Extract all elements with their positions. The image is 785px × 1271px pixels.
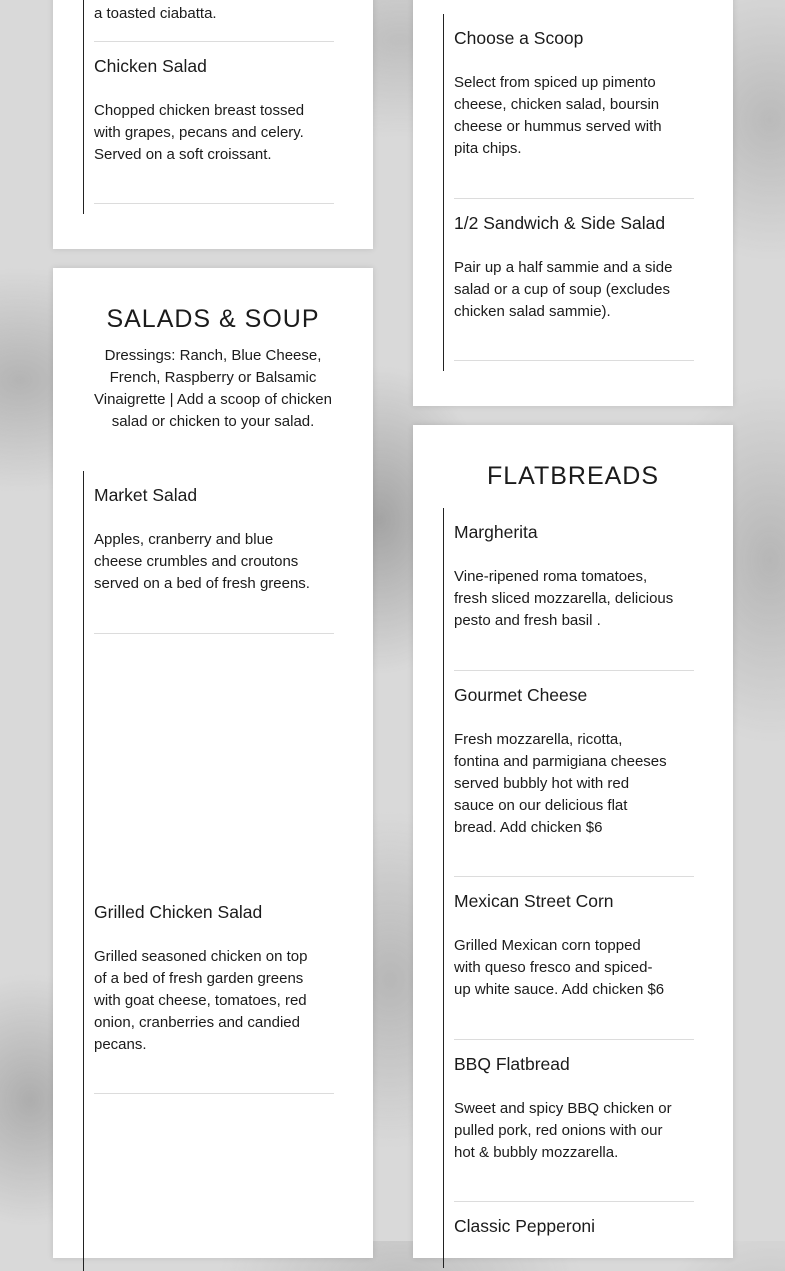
menu-item-margherita [454, 521, 694, 632]
item-name: BBQ Flatbread [454, 1054, 570, 1074]
item-divider [454, 198, 694, 199]
item-divider [94, 633, 334, 634]
menu-item-classic-pepperoni [454, 1215, 694, 1237]
item-divider [454, 876, 694, 877]
item-name: Mexican Street Corn [454, 891, 614, 911]
item-name: Market Salad [94, 485, 198, 505]
menu-items-rule [83, 471, 84, 1271]
menu-item-half-sandwich [454, 212, 694, 323]
menu-item-grilled-chicken-salad [94, 901, 334, 1056]
menu-card-salads-soup [53, 268, 373, 1258]
item-name: Grilled Chicken Salad [94, 902, 263, 922]
item-name: Gourmet Cheese [454, 685, 588, 705]
menu-card-flatbreads [413, 425, 733, 1258]
item-divider [454, 1039, 694, 1040]
menu-item-chicken-salad [94, 55, 334, 166]
menu-card-sandwiches [53, 0, 373, 249]
menu-card-scoops [413, 0, 733, 406]
item-description: Vine-ripened roma tomatoes, fresh sliced mozzarella, delicious pesto and fresh basil . [454, 568, 674, 629]
menu-items-rule [443, 508, 444, 1268]
item-description-partial: a toasted ciabatta. [94, 5, 217, 22]
item-description: Fresh mozzarella, ricotta, fontina and parmigiana cheeses served bubbly hot with red sauce on our delicious flat bread. Add chicken $6 [454, 731, 667, 836]
item-divider [454, 360, 694, 361]
menu-items-rule [83, 0, 84, 214]
item-name: Chicken Salad [94, 56, 207, 76]
item-description: Sweet and spicy BBQ chicken or pulled pork, red onions with our hot & bubbly mozzarella. [454, 1100, 672, 1161]
section-title: SALADS & SOUP [106, 305, 320, 333]
item-divider [94, 41, 334, 42]
menu-item-bbq-flatbread [454, 1053, 694, 1164]
item-name: Choose a Scoop [454, 28, 584, 48]
item-divider [94, 1093, 334, 1094]
menu-item-choose-a-scoop [454, 27, 694, 160]
item-description: Chopped chicken breast tossed with grapes, pecans and celery. Served on a soft croissant. [94, 102, 305, 163]
item-divider [454, 1201, 694, 1202]
item-description: Apples, cranberry and blue cheese crumbles and croutons served on a bed of fresh greens. [94, 531, 310, 592]
item-divider [94, 203, 334, 204]
item-name: 1/2 Sandwich & Side Salad [454, 213, 666, 233]
item-divider [454, 670, 694, 671]
item-description: Pair up a half sammie and a side salad or a cup of soup (excludes chicken salad sammie). [454, 259, 673, 320]
item-description: Select from spiced up pimento cheese, chicken salad, boursin cheese or hummus served with pita chips. [454, 74, 662, 157]
menu-item-gourmet-cheese [454, 684, 694, 839]
item-description: Grilled Mexican corn topped with queso fresco and spiced-up white sauce. Add chicken $6 [454, 937, 665, 998]
menu-item-mexican-street-corn [454, 890, 694, 1001]
menu-item-market-salad [94, 484, 334, 595]
section-title: FLATBREADS [486, 462, 660, 490]
item-name: Classic Pepperoni [454, 1216, 596, 1236]
section-note: Dressings: Ranch, Blue Cheese, French, Raspberry or Balsamic Vinaigrette | Add a scoop of chicken salad or chicken to your salad. [94, 347, 332, 430]
item-description: Grilled seasoned chicken on top of a bed of fresh garden greens with goat cheese, tomatoes, red onion, cranberries and candied pecans. [94, 948, 308, 1053]
item-name: Margherita [454, 522, 538, 542]
menu-items-rule [443, 14, 444, 371]
